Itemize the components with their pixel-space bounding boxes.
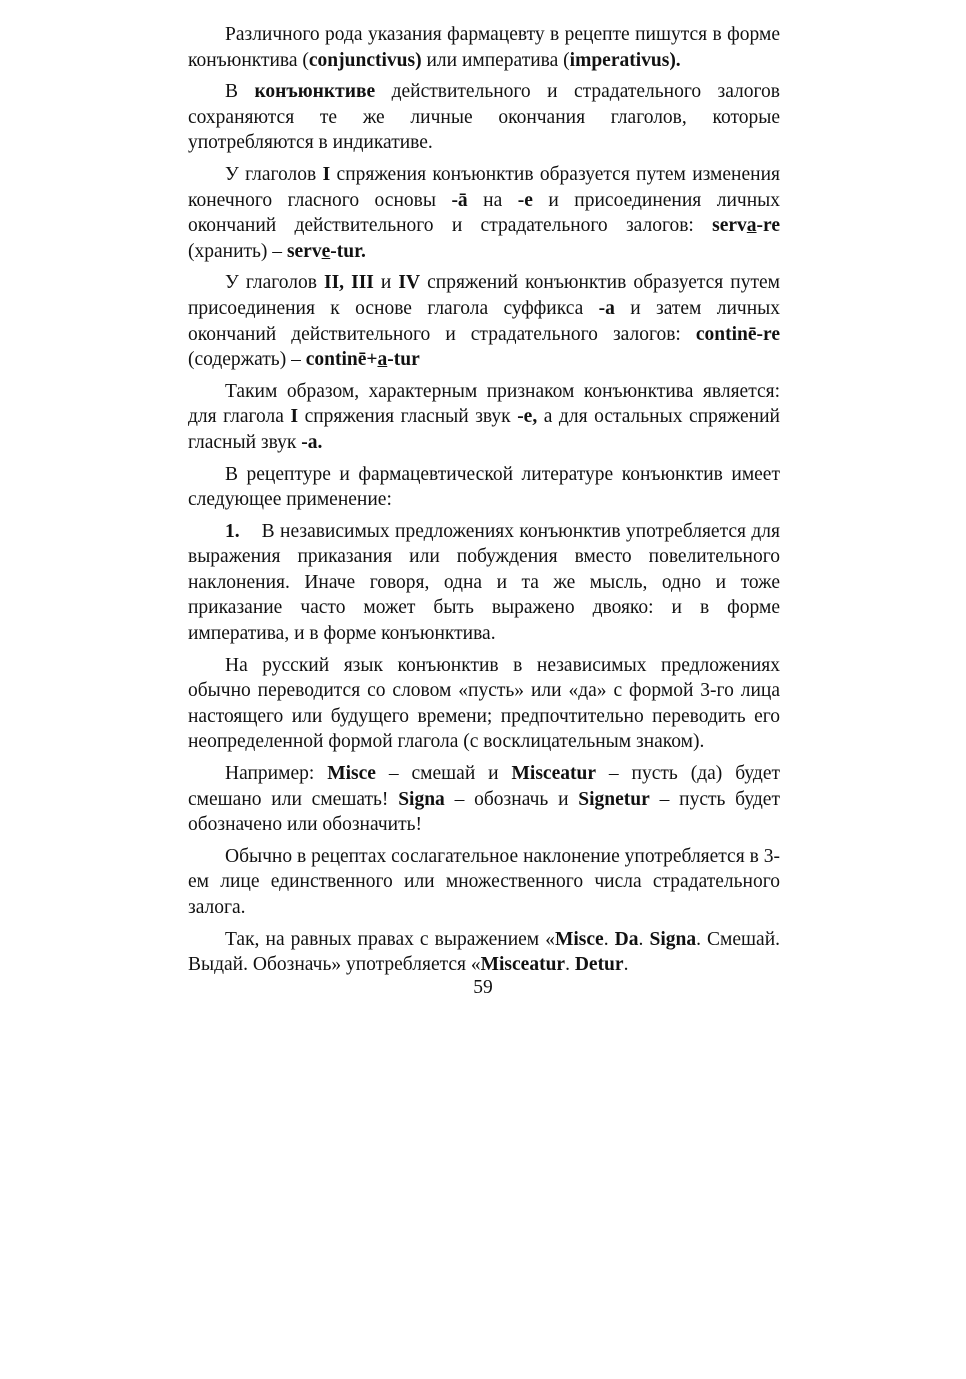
latin-term: Misce [554,928,604,950]
text: (хранить) – [188,240,287,262]
text: (содержать) – [188,349,306,371]
example-servetur [287,241,366,262]
text: У глаголов [225,163,323,185]
text: а для остальных спряжений гласный звук [188,406,780,453]
page-number: 59 [473,977,493,998]
example-contineatur [306,349,420,370]
text: Так, на равных правах с выражением « [225,928,555,950]
text: спряжений конъюнктив образуется путем присоединения к основе глагола суффикса [188,272,780,319]
text: У глаголов [225,272,324,294]
paragraph-10 [188,844,780,921]
roman-numeral: II, III [324,272,374,294]
paragraph-6 [188,462,780,513]
ending: -re [756,215,780,237]
roman-numeral: I [322,163,331,185]
latin-term: imperativus). [569,49,681,71]
latin-term: Misceatur [480,954,566,976]
vowel-marker: -a. [301,431,323,453]
paragraph-5 [188,379,780,456]
text: и присоединения личных окончаний действительного и страдательного залогов: [188,189,780,237]
latin-term: Misceatur [511,763,596,785]
stem: serv [712,215,747,237]
ending: -tur [387,349,420,371]
vowel: a [377,349,388,371]
latin-term: Da [614,928,639,950]
text: спряжения гласный звук [298,406,518,428]
text: или императива ( [421,49,570,71]
text: В [225,81,255,103]
latin-term: Signa [649,928,697,950]
example-servare [712,215,780,236]
latin-term: Signa [398,788,445,810]
paragraph-1 [188,22,780,73]
text: . [603,928,615,950]
text: – смешай и [375,763,512,785]
vowel: a [746,215,757,237]
paragraph-8 [188,653,780,755]
paragraph-3 [188,162,780,264]
latin-term: Signetur [578,788,650,810]
text: – обозначь и [444,788,579,810]
latin-term: Detur [574,954,624,976]
text: Обычно в рецептах сослагательное наклонение употребляется в 3-ем лице единственного или множественного числа страдательного залога. [188,845,780,918]
stem: serv [286,240,322,262]
term: конъюнктиве [254,81,376,103]
paragraph-9 [188,761,780,838]
text: действительного и страдательного залогов сохраняются те же личные окончания глаголов, которые употребляются в индикативе. [188,81,780,154]
page-body [188,22,780,984]
text: . [638,928,650,950]
latin-term: conjunctivus) [308,49,422,71]
ending: -tur. [330,240,366,262]
text: – пусть (да) будет смешано или смешать! [188,763,780,810]
text: – пусть будет обозначено или обозначить! [188,788,780,836]
text: В рецептуре и фармацевтической литературе конъюнктив имеет следующее применение: [188,463,780,511]
ending: -ā [451,189,468,211]
paragraph-2 [188,79,780,156]
vowel: e [321,240,331,262]
roman-numeral: IV [398,272,421,294]
text: . Смешай. Выдай. Обозначь» употребляется « [188,928,781,976]
roman-numeral: I [290,406,299,428]
text: и затем личных окончаний действительного и страдательного залогов: [188,297,780,345]
text: . [565,954,575,976]
text: В независимых предложениях конъюнктив употребляется для выражения приказания или побуждения вместо повелительного наклонения. Иначе говоря, одна и та же мысль, одно и тоже приказание часто может быть выражено двояко: и в форме императива, и в форме конъюнктива. [188,520,780,645]
text: Различного рода указания фармацевту в рецепте пишутся в форме конъюнктива ( [188,24,780,71]
text: спряжения конъюнктив образуется путем изменения конечного гласного основы [188,163,780,211]
text: на [467,189,518,211]
paragraph-4 [188,270,780,372]
text: . [623,954,629,976]
latin-term: Misce [327,763,376,785]
stem: continē+ [305,349,378,371]
paragraph-7 [188,519,780,647]
example-continere: continē-re [695,323,780,345]
text: Таким образом, характерным признаком конъюнктива является: для глагола [188,380,780,428]
vowel-marker: -e, [517,406,538,428]
ending: -e [517,189,533,211]
text: и [373,272,399,294]
suffix: -a [598,297,615,319]
text: Например: [225,763,328,785]
text: На русский язык конъюнктив в независимых предложениях обычно переводится со словом «пусть» или «да» с формой 3-го лица настоящего или будущего времени; предпочтительно переводить его неопределенной формой глагола (с восклицательным знаком). [188,654,780,753]
list-number: 1. [225,520,240,542]
paragraph-11 [188,927,780,978]
